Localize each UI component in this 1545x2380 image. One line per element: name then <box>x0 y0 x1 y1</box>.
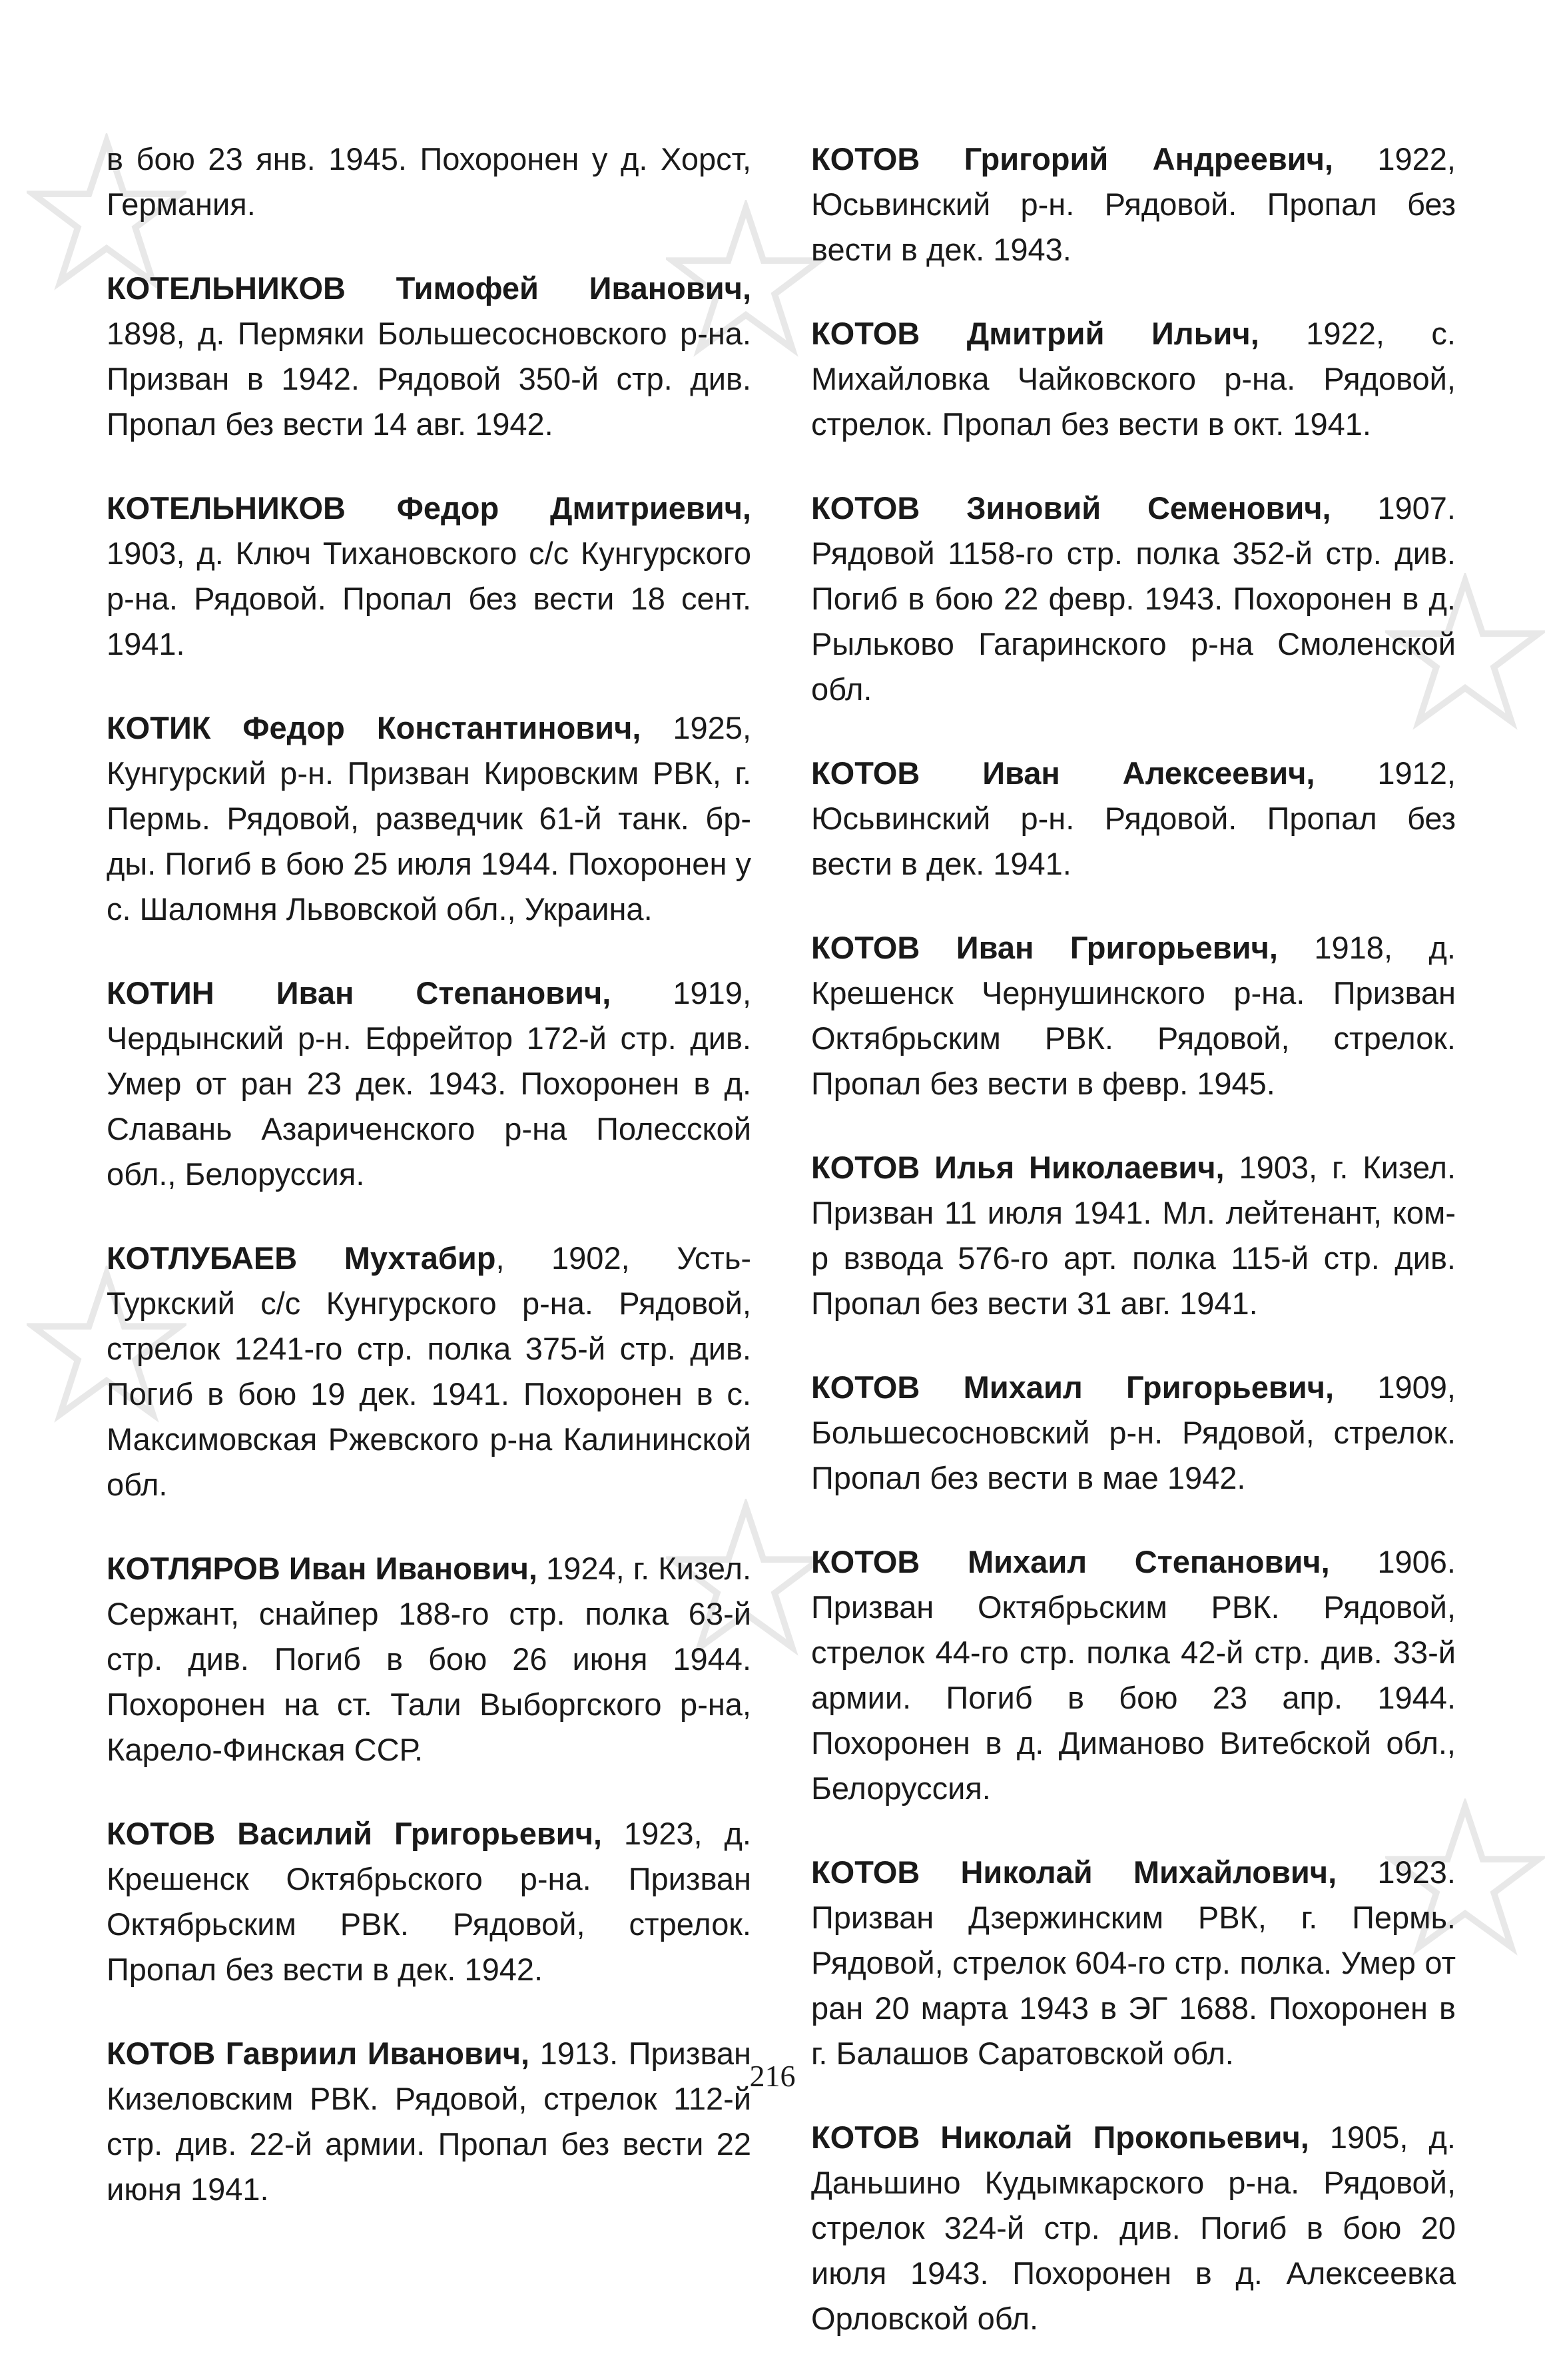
register-entry <box>811 925 1456 1106</box>
entry-text: 1922, с. Михайловка Чайковского р-на. Рядовой, стрелок. Пропал без вести в окт. 1941. <box>811 316 1456 442</box>
entry-text: , 1902, Усть-Туркский с/с Кунгурского р-на. Рядовой, стрелок 1241-го стр. полка 375-й стр. див. Погиб в бою 19 дек. 1941. Похоронен в с. Максимовская Ржевского р-на Калининской обл. <box>107 1240 751 1502</box>
page-number: 216 <box>749 2059 796 2093</box>
entry-name: КОТОВ Зиновий Семенович, <box>811 490 1331 526</box>
entry-name: КОТОВ Иван Алексеевич, <box>811 755 1315 791</box>
register-entry <box>811 1145 1456 1326</box>
entry-text: 1922, Юсьвинский р-н. Рядовой. Пропал без вести в дек. 1943. <box>811 141 1456 267</box>
register-entry <box>107 137 751 227</box>
entry-name: КОТОВ Илья Николаевич, <box>811 1150 1225 1185</box>
entry-name: КОТОВ Иван Григорьевич, <box>811 930 1278 965</box>
entry-text: 1913. Призван Кизеловским РВК. Рядовой, стрелок 112-й стр. див. 22-й армии. Пропал без вести 22 июня 1941. <box>107 2036 751 2207</box>
entry-name: КОТЛУБАЕВ Мухтабир <box>107 1240 496 1276</box>
entry-name: КОТЕЛЬНИКОВ Федор Дмитриевич, <box>107 490 751 526</box>
register-entry <box>107 1236 751 1507</box>
entry-name: КОТЛЯРОВ Иван Иванович, <box>107 1551 537 1586</box>
entry-name: КОТОВ Михаил Степанович, <box>811 1544 1330 1579</box>
entry-text: в бою 23 янв. 1945. Похоронен у д. Хорст, Германия. <box>107 141 751 222</box>
register-entry <box>107 486 751 667</box>
register-entry <box>811 1539 1456 1811</box>
entry-text: 1912, Юсьвинский р-н. Рядовой. Пропал без вести в дек. 1941. <box>811 755 1456 881</box>
register-entry <box>811 1365 1456 1501</box>
left-column <box>107 137 751 2251</box>
register-entry <box>811 2115 1456 2341</box>
entry-name: КОТОВ Дмитрий Ильич, <box>811 316 1259 351</box>
entry-name: КОТИК Федор Константинович, <box>107 710 641 745</box>
entry-name: КОТЕЛЬНИКОВ Тимофей Иванович, <box>107 270 751 306</box>
entry-name: КОТИН Иван Степанович, <box>107 975 611 1010</box>
entry-text: 1903, г. Кизел. Призван 11 июля 1941. Мл. лейтенант, ком-р взвода 576-го арт. полка 115-й стр. див. Пропал без вести 31 авг. 1941. <box>811 1150 1456 1321</box>
register-entry <box>107 971 751 1197</box>
register-entry <box>811 1850 1456 2076</box>
entry-text: 1903, д. Ключ Тихановского с/с Кунгурского р-на. Рядовой. Пропал без вести 18 сент. 1941. <box>107 536 751 661</box>
entry-text: 1909, Большесосновский р-н. Рядовой, стрелок. Пропал без вести в мае 1942. <box>811 1370 1456 1495</box>
register-entry <box>107 1546 751 1773</box>
register-entry <box>107 1811 751 1992</box>
entry-text: 1898, д. Пермяки Большесосновского р-на. Призван в 1942. Рядовой 350-й стр. див. Пропал без вести 14 авг. 1942. <box>107 316 751 442</box>
register-entry <box>811 311 1456 447</box>
entry-text: 1905, д. Даньшино Кудымкарского р-на. Рядовой, стрелок 324-й стр. див. Погиб в бою 20 июля 1943. Похоронен в д. Алексеевка Орловской обл. <box>811 2120 1456 2336</box>
entry-text: 1918, д. Крешенск Чернушинского р-на. Призван Октябрьским РВК. Рядовой, стрелок. Пропал без вести в февр. 1945. <box>811 930 1456 1101</box>
register-entry <box>811 137 1456 272</box>
register-entry <box>107 705 751 932</box>
entry-text: 1924, г. Кизел. Сержант, снайпер 188-го стр. полка 63-й стр. див. Погиб в бою 26 июня 1944. Похоронен на ст. Тали Выборгского р-на, Карело-Финская ССР. <box>107 1551 751 1767</box>
entry-name: КОТОВ Николай Михайлович, <box>811 1854 1337 1890</box>
entry-text: 1907. Рядовой 1158-го стр. полка 352-й стр. див. Погиб в бою 22 февр. 1943. Похоронен в д. Рыльково Гагаринского р-на Смоленской обл. <box>811 490 1456 707</box>
entry-text: 1919, Чердынский р-н. Ефрейтор 172-й стр. див. Умер от ран 23 дек. 1943. Похоронен в д. Славань Азариченского р-на Полесской обл., Белоруссия. <box>107 975 751 1192</box>
entry-text: 1906. Призван Октябрьским РВК. Рядовой, стрелок 44-го стр. полка 42-й стр. див. 33-й армии. Погиб в бою 23 апр. 1944. Похоронен в д. Диманово Витебской обл., Белоруссия. <box>811 1544 1456 1806</box>
entry-name: КОТОВ Григорий Андреевич, <box>811 141 1333 177</box>
register-entry <box>811 751 1456 887</box>
entry-name: КОТОВ Василий Григорьевич, <box>107 1816 602 1851</box>
entry-text: 1925, Кунгурский р-н. Призван Кировским РВК, г. Пермь. Рядовой, разведчик 61-й танк. бр-ды. Погиб в бою 25 июля 1944. Похоронен у с. Шаломня Львовской обл., Украина. <box>107 710 751 927</box>
entry-name: КОТОВ Михаил Григорьевич, <box>811 1370 1335 1405</box>
entry-name: КОТОВ Гавриил Иванович, <box>107 2036 530 2071</box>
register-entry <box>811 486 1456 712</box>
entry-name: КОТОВ Николай Прокопьевич, <box>811 2120 1309 2155</box>
entry-text: 1923. Призван Дзержинским РВК, г. Пермь. Рядовой, стрелок 604-го стр. полка. Умер от ран 20 марта 1943 в ЭГ 1688. Похоронен в г. Балашов Саратовской обл. <box>811 1854 1456 2071</box>
entry-text: 1923, д. Крешенск Октябрьского р-на. Призван Октябрьским РВК. Рядовой, стрелок. Пропал без вести в дек. 1942. <box>107 1816 751 1987</box>
register-entry <box>107 266 751 447</box>
right-column <box>811 137 1456 2380</box>
